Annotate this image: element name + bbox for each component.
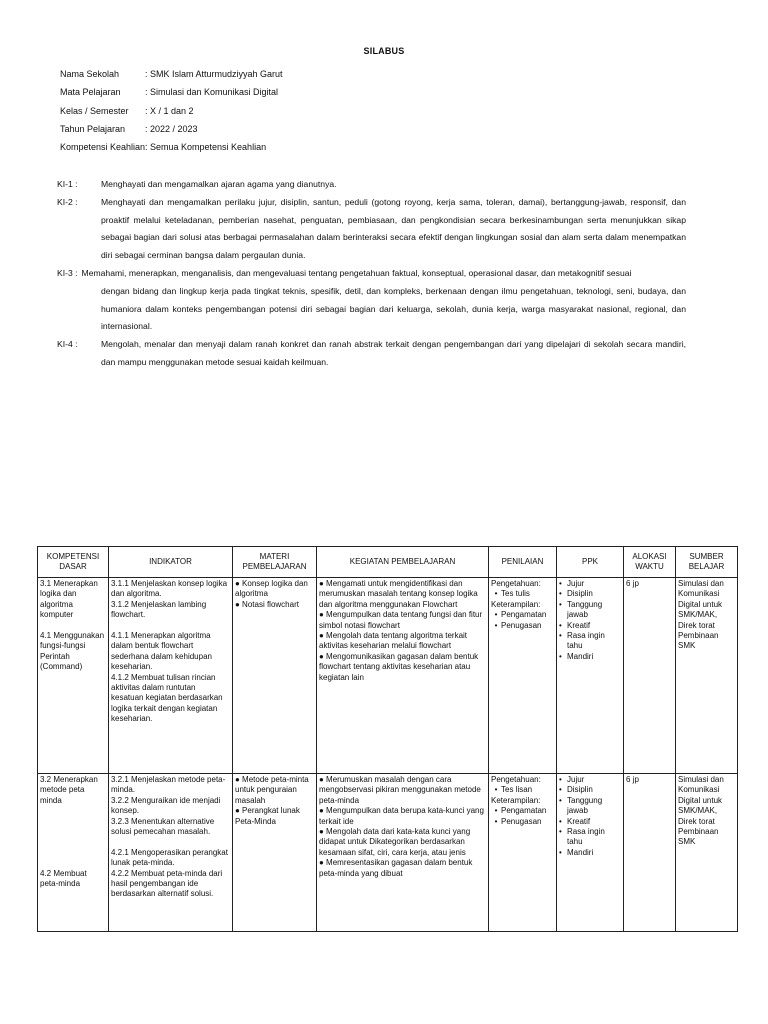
header-alokasi: ALOKASI WAKTU xyxy=(624,547,676,578)
kegiatan-cell xyxy=(317,578,489,774)
header-kompetensi-dasar: KOMPETENSI DASAR xyxy=(38,547,109,578)
identity-value: : SMK Islam Atturmudziyyah Garut xyxy=(145,69,283,79)
table-row xyxy=(38,578,738,774)
ki-code: KI-4 : xyxy=(57,339,78,350)
spacer xyxy=(40,621,106,631)
penilaian-item xyxy=(491,817,554,827)
indikator-text: 3.2.2 Menguraikan ide menjadi konsep. xyxy=(111,795,221,816)
penilaian-item-text: Tes lisan xyxy=(501,785,533,795)
header-penilaian: PENILAIAN xyxy=(489,547,557,578)
ppk-item xyxy=(559,600,621,621)
bullet-icon: • xyxy=(559,785,562,795)
penilaian-item xyxy=(491,621,554,631)
penilaian-item-text: Pengamatan xyxy=(501,610,547,620)
bullet-icon: • xyxy=(559,775,562,784)
indikator-text: 3.2.1 Menjelaskan metode peta-minda. xyxy=(111,775,226,795)
bullet-icon: • xyxy=(559,599,562,609)
spacer xyxy=(40,837,106,847)
identity-label: Nama Sekolah xyxy=(60,69,120,79)
header-kegiatan: KEGIATAN PEMBELAJARAN xyxy=(317,547,489,578)
bullet-icon: • xyxy=(494,589,498,599)
penilaian-cell xyxy=(489,774,557,932)
spacer xyxy=(40,858,106,868)
kd-text: 3.1 Menerapkan logika dan algoritma komputer xyxy=(40,579,98,620)
identity-value: : Semua Kompetensi Keahlian xyxy=(145,142,267,153)
ki-code: KI-1 : xyxy=(57,179,78,189)
ppk-item xyxy=(559,827,621,848)
kegiatan-text: ● Memresentasikan gagasan dalam bentuk peta-minda yang dibuat xyxy=(319,858,473,878)
document-title: SILABUS xyxy=(363,46,405,56)
ppk-text: Mandiri xyxy=(567,651,594,661)
indikator-cell xyxy=(109,774,233,932)
penilaian-item xyxy=(491,589,554,599)
ppk-text: Tanggung jawab xyxy=(567,795,603,816)
kd-cell xyxy=(38,774,109,932)
ppk-text: Jujur xyxy=(567,579,585,588)
identity-label: Mata Pelajaran xyxy=(60,87,121,98)
ppk-cell xyxy=(557,578,624,774)
kd-text: 4.2 Membuat peta-minda xyxy=(40,868,87,888)
penilaian-cell xyxy=(489,578,557,774)
header-ppk: PPK xyxy=(557,547,624,578)
indikator-text: 3.1.2 Menjelaskan lambing flowchart. xyxy=(111,599,207,620)
ppk-item xyxy=(559,652,621,662)
identity-value: : X / 1 dan 2 xyxy=(145,105,194,116)
sumber-cell: Simulasi dan Komunikasi Digital untuk SMK/MAK, Direk torat Pembinaan SMK xyxy=(676,774,738,932)
sumber-cell: Simulasi dan Komunikasi Digital untuk SMK/MAK, Direk torat Pembinaan SMK xyxy=(676,578,738,774)
penilaian-item-text: Pengamatan xyxy=(501,806,547,816)
ki-2 xyxy=(57,194,686,265)
bullet-icon: • xyxy=(494,806,498,816)
kegiatan-text: ● Merumuskan masalah dengan cara mengobservasi pikiran menggunakan metode peta-minda xyxy=(319,775,481,805)
materi-text: ● Metode peta-minta untuk penguraian masalah xyxy=(235,775,309,805)
table-header-row xyxy=(38,547,738,578)
kegiatan-cell xyxy=(317,774,489,932)
bullet-icon: • xyxy=(559,795,562,805)
identity-block xyxy=(60,69,283,160)
ppk-text: Mandiri xyxy=(567,847,594,857)
alokasi-cell: 6 jp xyxy=(624,578,676,774)
header-indikator: INDIKATOR xyxy=(109,547,233,578)
indikator-cell xyxy=(109,578,233,774)
identity-row-year xyxy=(60,124,283,142)
bullet-icon: • xyxy=(494,816,498,826)
ppk-item xyxy=(559,621,621,631)
ki-code: KI-2 : xyxy=(57,196,78,207)
bullet-icon: • xyxy=(559,579,562,588)
bullet-icon: • xyxy=(559,620,562,630)
identity-label: Tahun Pelajaran xyxy=(60,123,126,134)
identity-row-class xyxy=(60,106,283,124)
indikator-text: 4.2.2 Membuat peta-minda dari hasil pengembangan ide berdasarkan alternatif solusi. xyxy=(111,868,223,899)
table-row xyxy=(38,774,738,932)
bullet-icon: • xyxy=(559,651,562,661)
ppk-item xyxy=(559,785,621,795)
identity-row-competency xyxy=(60,142,283,160)
ppk-item xyxy=(559,796,621,817)
kd-text: 3.2 Menerapkan metode peta minda xyxy=(40,775,98,805)
ki-text: Menghayati dan mengamalkan perilaku jujur, disiplin, santun, peduli (gotong royong, kerja sama, toleran, damai), bertanggung-jawab, responsif, dan proaktif melalui keteladanan, pemberian nasehat, penguatan, pembiasaan, dan pengkondisian secara berkesinambungan serta menunjukkan sikap sebagai bagian dari solusi atas berbagai permasalahan dalam berinteraksi secara efektif dengan lingkungan sosial dan alam serta dalam menempatkan diri sebagai cerminan bangsa dalam pergaulan dunia. xyxy=(101,196,686,261)
core-competencies xyxy=(57,176,686,372)
kegiatan-text: ● Mengumpulkan data tentang fungsi dan fitur simbol notasi flowchart xyxy=(319,610,483,630)
materi-cell xyxy=(233,578,317,774)
identity-row-school xyxy=(60,69,283,87)
ki-4 xyxy=(57,336,686,372)
identity-row-subject xyxy=(60,87,283,105)
bullet-icon: • xyxy=(559,816,562,826)
ppk-text: Jujur xyxy=(567,775,585,784)
penilaian-item xyxy=(491,806,554,816)
materi-cell xyxy=(233,774,317,932)
ki-3 xyxy=(57,265,686,283)
ppk-text: Rasa ingin tahu xyxy=(567,631,605,651)
penilaian-label: Pengetahuan: xyxy=(491,579,541,588)
ppk-text: Disiplin xyxy=(567,589,593,599)
alokasi-cell: 6 jp xyxy=(624,774,676,932)
indikator-text: 3.2.3 Menentukan alternative solusi pemecahan masalah. xyxy=(111,816,215,837)
bullet-icon: • xyxy=(559,847,562,857)
materi-text: ● Konsep logika dan algoritma xyxy=(235,579,308,599)
ppk-item xyxy=(559,775,621,785)
ki-code: KI-3 : xyxy=(57,267,78,278)
ki-text: Mengolah, menalar dan menyaji dalam ranah konkret dan ranah abstrak terkait dengan pengembangan dari yang dipelajari di sekolah secara mandiri, dan mampu menggunakan metode sesuai kaidah keilmuan. xyxy=(101,339,686,367)
header-materi: MATERI PEMBELAJARAN xyxy=(233,547,317,578)
spacer xyxy=(111,621,230,631)
ki-3-continuation: dengan bidang dan lingkup kerja pada tingkat teknis, spesifik, detil, dan kompleks, berkenaan dengan ilmu pengetahuan, teknologi, seni, budaya, dan humaniora dalam konteks pengembangan potensi diri sebagai bagian dari keluarga, sekolah, dunia kerja, warga masyarakat nasional, regional, dan internasional. xyxy=(101,285,686,332)
identity-value: : Simulasi dan Komunikasi Digital xyxy=(145,87,279,98)
penilaian-item-text: Tes tulis xyxy=(501,589,530,599)
penilaian-item-text: Penugasan xyxy=(501,816,542,826)
kegiatan-text: ● Mengomunikasikan gagasan dalam bentuk flowchart tentang aktivitas keseharian atau kegiatan lain xyxy=(319,651,479,682)
materi-text: ● Notasi flowchart xyxy=(235,599,299,609)
ki-text: Menghayati dan mengamalkan ajaran agama yang dianutnya. xyxy=(101,179,337,189)
header-sumber: SUMBER BELAJAR xyxy=(676,547,738,578)
penilaian-item xyxy=(491,785,554,795)
materi-text: ● Perangkat lunak Peta-Minda xyxy=(235,806,300,826)
bullet-icon: • xyxy=(559,589,562,599)
spacer xyxy=(40,817,106,827)
ppk-text: Rasa ingin tahu xyxy=(567,827,605,847)
kd-cell xyxy=(38,578,109,774)
kegiatan-text: ● Mengamati untuk mengidentifikasi dan merumuskan masalah tentang konsep logika dan algoritma menggunakan Flowchart xyxy=(319,579,478,609)
indikator-text: 4.1.1 Menerapkan algoritma dalam bentuk flowchart sederhana dalam kehidupan keseharian. xyxy=(111,631,212,672)
kd-text: 4.1 Menggunakan fungsi-fungsi Perintah (Command) xyxy=(40,631,105,672)
spacer xyxy=(40,806,106,816)
penilaian-label: Keterampilan: xyxy=(491,599,541,609)
spacer xyxy=(40,848,106,858)
spacer xyxy=(40,827,106,837)
kegiatan-text: ● Mengumpulkan data berupa kata-kunci yang terkait ide xyxy=(319,806,484,826)
spacer xyxy=(111,837,230,847)
ppk-item xyxy=(559,817,621,827)
bullet-icon: • xyxy=(494,785,498,795)
kegiatan-text: ● Mengolah data dari kata-kata kunci yang didapat untuk Dikategorikan berdasarkan kesamaan sifat, ciri, cara kerja, atau jenis xyxy=(319,827,471,857)
penilaian-label: Pengetahuan: xyxy=(491,775,541,784)
ki-1 xyxy=(57,176,686,194)
identity-label: Kompetensi Keahlian xyxy=(60,142,146,153)
bullet-icon: • xyxy=(559,827,562,837)
ppk-text: Disiplin xyxy=(567,785,593,795)
ppk-item xyxy=(559,631,621,652)
bullet-icon: • xyxy=(494,610,498,620)
penilaian-label: Keterampilan: xyxy=(491,795,541,805)
penilaian-item xyxy=(491,610,554,620)
identity-label: Kelas / Semester xyxy=(60,105,129,116)
ppk-text: Tanggung jawab xyxy=(567,599,603,620)
ppk-item xyxy=(559,848,621,858)
penilaian-item-text: Penugasan xyxy=(501,620,542,630)
ppk-item xyxy=(559,589,621,599)
indikator-text: 4.2.1 Mengoperasikan perangkat lunak peta-minda. xyxy=(111,847,228,868)
bullet-icon: • xyxy=(559,631,562,641)
indikator-text: 3.1.1 Menjelaskan konsep logika dan algoritma. xyxy=(111,579,228,599)
syllabus-table xyxy=(37,546,738,932)
ppk-list xyxy=(559,775,621,858)
ppk-list xyxy=(559,579,621,662)
identity-value: : 2022 / 2023 xyxy=(145,123,198,134)
ppk-item xyxy=(559,579,621,589)
indikator-text: 4.1.2 Membuat tulisan rincian aktivitas dalam runtutan kesatuan kegiatan berdasarkan logika terkait dengan kegiatan keseharian. xyxy=(111,672,223,724)
ppk-cell xyxy=(557,774,624,932)
ppk-text: Kreatif xyxy=(567,816,591,826)
ppk-text: Kreatif xyxy=(567,620,591,630)
kegiatan-text: ● Mengolah data tentang algoritma terkait aktivitas keseharian melalui flowchart xyxy=(319,631,468,651)
bullet-icon: • xyxy=(494,620,498,630)
ki-text: Memahami, menerapkan, menganalisis, dan mengevaluasi tentang pengetahuan faktual, konseptual, operasional dasar, dan metakognitif sesuai xyxy=(81,267,632,278)
